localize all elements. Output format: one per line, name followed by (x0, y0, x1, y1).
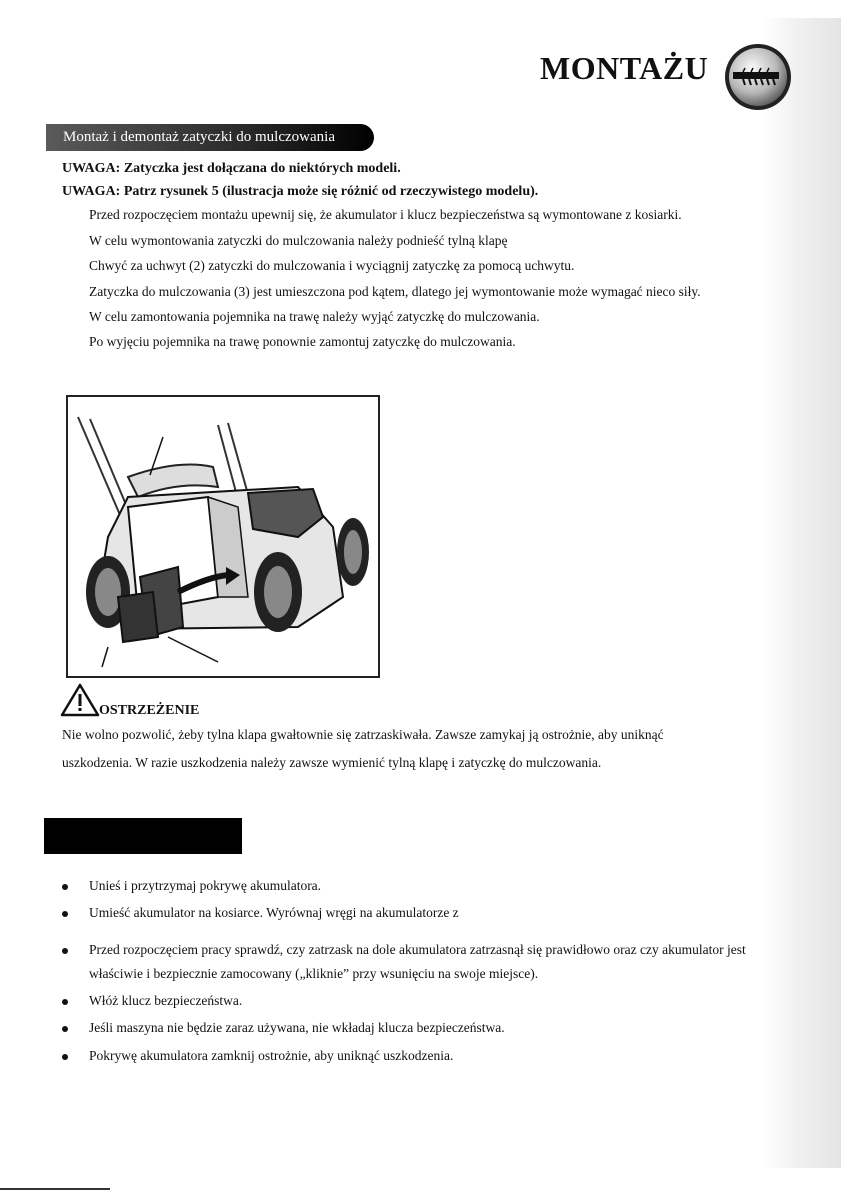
bullet-icon (62, 884, 68, 890)
bullet-icon (62, 948, 68, 954)
step-3: Chwyć za uchwyt (2) zatyczki do mulczowania i wyciągnij zatyczkę za pomocą uchwytu. (89, 258, 575, 273)
section-header-block (44, 818, 242, 854)
mulching-plug-icon (723, 42, 793, 112)
step-5: W celu zamontowania pojemnika na trawę należy wyjąć zatyczkę do mulczowania. (89, 309, 540, 324)
bullet-icon (62, 1054, 68, 1060)
step-4: Zatyczka do mulczowania (3) jest umieszczona pod kątem, dlatego jej wymontowanie może wymagać nieco siły. (89, 284, 701, 299)
page-title: MONTAŻU (540, 50, 709, 86)
step-2: W celu wymontowania zatyczki do mulczowania należy podnieść tylną klapę (89, 233, 508, 248)
page-edge-shading (761, 18, 841, 1168)
bullet-icon (62, 911, 68, 917)
step-6: Po wyjęciu pojemnika na trawę ponownie zamontuj zatyczkę do mulczowania. (89, 334, 516, 349)
bottom-rule (0, 1188, 110, 1190)
warning-triangle-icon (60, 683, 100, 717)
section-title-bar: Montaż i demontaż zatyczki do mulczowania (46, 124, 374, 151)
note-1: UWAGA: Zatyczka jest dołączana do niektórych modeli. (62, 161, 401, 176)
step-1: Przed rozpoczęciem montażu upewnij się, że akumulator i klucz bezpieczeństwa są wymontowane z kosiarki. (89, 207, 682, 222)
warning-line-2: uszkodzenia. W razie uszkodzenia należy zawsze wymienić tylną klapę i zatyczkę do mulczowania. (62, 755, 602, 770)
bullet-icon (62, 1026, 68, 1032)
warning-line-1: Nie wolno pozwolić, żeby tylna klapa gwałtownie się zatrzaskiwała. Zawsze zamykaj ją ostrożnie, aby uniknąć (62, 727, 664, 742)
note-2: UWAGA: Patrz rysunek 5 (ilustracja może się różnić od rzeczywistego modelu). (62, 184, 539, 199)
bullet-icon (62, 999, 68, 1005)
warning-title: OSTRZEŻENIE (99, 703, 200, 718)
mower-illustration (66, 395, 380, 678)
